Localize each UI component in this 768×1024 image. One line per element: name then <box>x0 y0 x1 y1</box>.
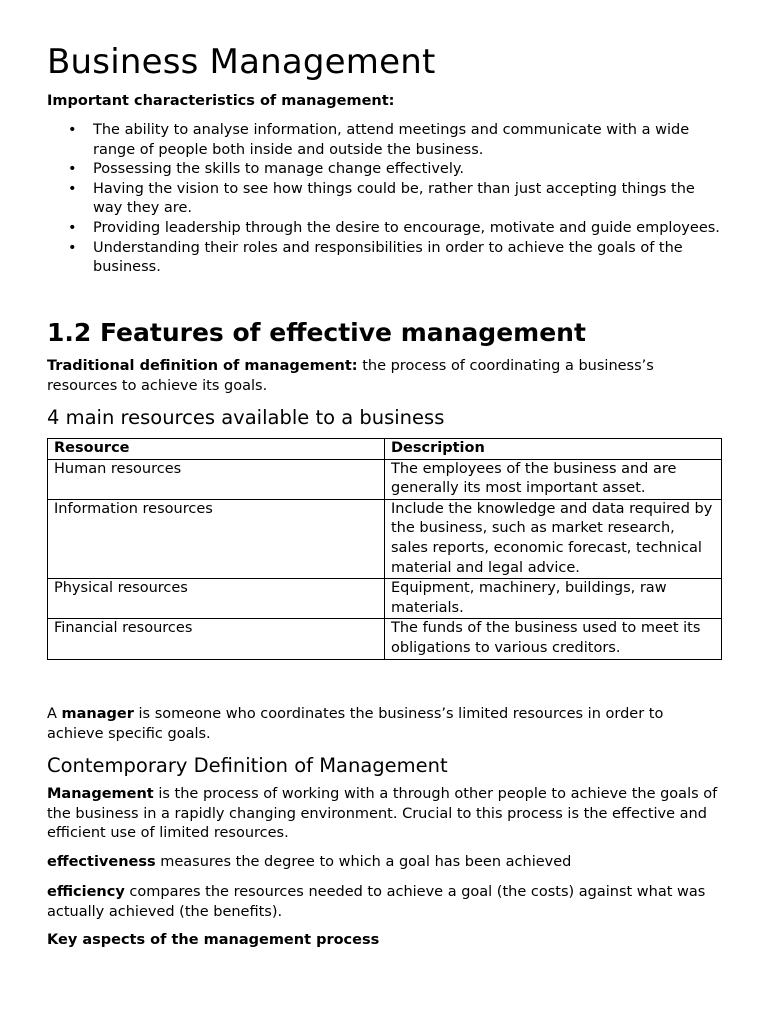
description-cell: The funds of the business used to meet its obligations to various creditors. <box>385 619 722 659</box>
management-text: is the process of working with a through other people to achieve the goals of the business in a rapidly changing environment. Crucial to this process is the effective and efficient use of limited resources. <box>47 786 718 842</box>
list-item <box>47 121 722 160</box>
bullet-icon: • <box>68 161 77 178</box>
manager-prefix: A <box>47 706 62 722</box>
bullet-icon: • <box>68 239 77 256</box>
resource-cell: Information resources <box>48 499 385 578</box>
bullet-icon: • <box>68 219 77 236</box>
document-title: Business Management <box>47 42 436 82</box>
efficiency-term: efficiency <box>47 884 125 900</box>
list-item <box>47 180 722 219</box>
description-cell: Include the knowledge and data required by the business, such as market research, sales reports, economic forecast, technical material and legal advice. <box>385 499 722 578</box>
traditional-definition-term: Traditional definition of management: <box>47 358 358 374</box>
manager-term: manager <box>61 706 134 722</box>
table-header-row <box>48 439 722 460</box>
management-term: Management <box>47 786 154 802</box>
contemporary-heading: Contemporary Definition of Management <box>47 754 448 777</box>
characteristics-heading: Important characteristics of management: <box>47 93 395 109</box>
list-item <box>47 219 722 239</box>
key-aspects-heading <box>47 931 722 951</box>
section-heading: 1.2 Features of effective management <box>47 318 586 347</box>
effectiveness-definition <box>47 853 722 873</box>
list-item-text: Providing leadership through the desire to encourage, motivate and guide employees. <box>93 219 720 236</box>
key-aspects-text: Key aspects of the management process <box>47 932 380 948</box>
description-cell: Equipment, machinery, buildings, raw materials. <box>385 579 722 619</box>
list-item <box>47 239 722 278</box>
column-header-description: Description <box>385 439 722 460</box>
list-item-text: The ability to analyse information, attend meetings and communicate with a wide range of people both inside and outside the business. <box>93 122 690 158</box>
bullet-icon: • <box>68 180 77 197</box>
list-item <box>47 160 722 180</box>
table-row <box>48 579 722 619</box>
traditional-definition-text: the process of coordinating a business’s resources to achieve its goals. <box>47 358 654 394</box>
resources-heading: 4 main resources available to a business <box>47 406 445 429</box>
list-item-text: Understanding their roles and responsibilities in order to achieve the goals of the business. <box>93 239 683 276</box>
contemporary-definition <box>47 785 722 844</box>
efficiency-definition <box>47 883 722 922</box>
bullet-icon: • <box>68 122 77 138</box>
manager-definition <box>47 705 722 744</box>
column-header-resource: Resource <box>48 439 385 460</box>
characteristics-list <box>47 121 722 278</box>
effectiveness-term: effectiveness <box>47 854 156 870</box>
effectiveness-text: measures the degree to which a goal has been achieved <box>155 854 572 870</box>
resource-cell: Financial resources <box>48 619 385 659</box>
efficiency-text: compares the resources needed to achieve a goal (the costs) against what was actually achieved (the benefits). <box>47 884 706 920</box>
resources-table <box>47 438 722 660</box>
description-cell: The employees of the business and are generally its most important asset. <box>385 459 722 499</box>
traditional-definition <box>47 357 722 396</box>
list-item-text: Possessing the skills to manage change effectively. <box>93 161 465 178</box>
resource-cell: Human resources <box>48 459 385 499</box>
manager-text: is someone who coordinates the business’s limited resources in order to achieve specific goals. <box>47 706 664 742</box>
table-row <box>48 499 722 578</box>
resource-cell: Physical resources <box>48 579 385 619</box>
list-item-text: Having the vision to see how things could be, rather than just accepting things the way they are. <box>93 180 695 217</box>
table-row <box>48 619 722 659</box>
table-row <box>48 459 722 499</box>
